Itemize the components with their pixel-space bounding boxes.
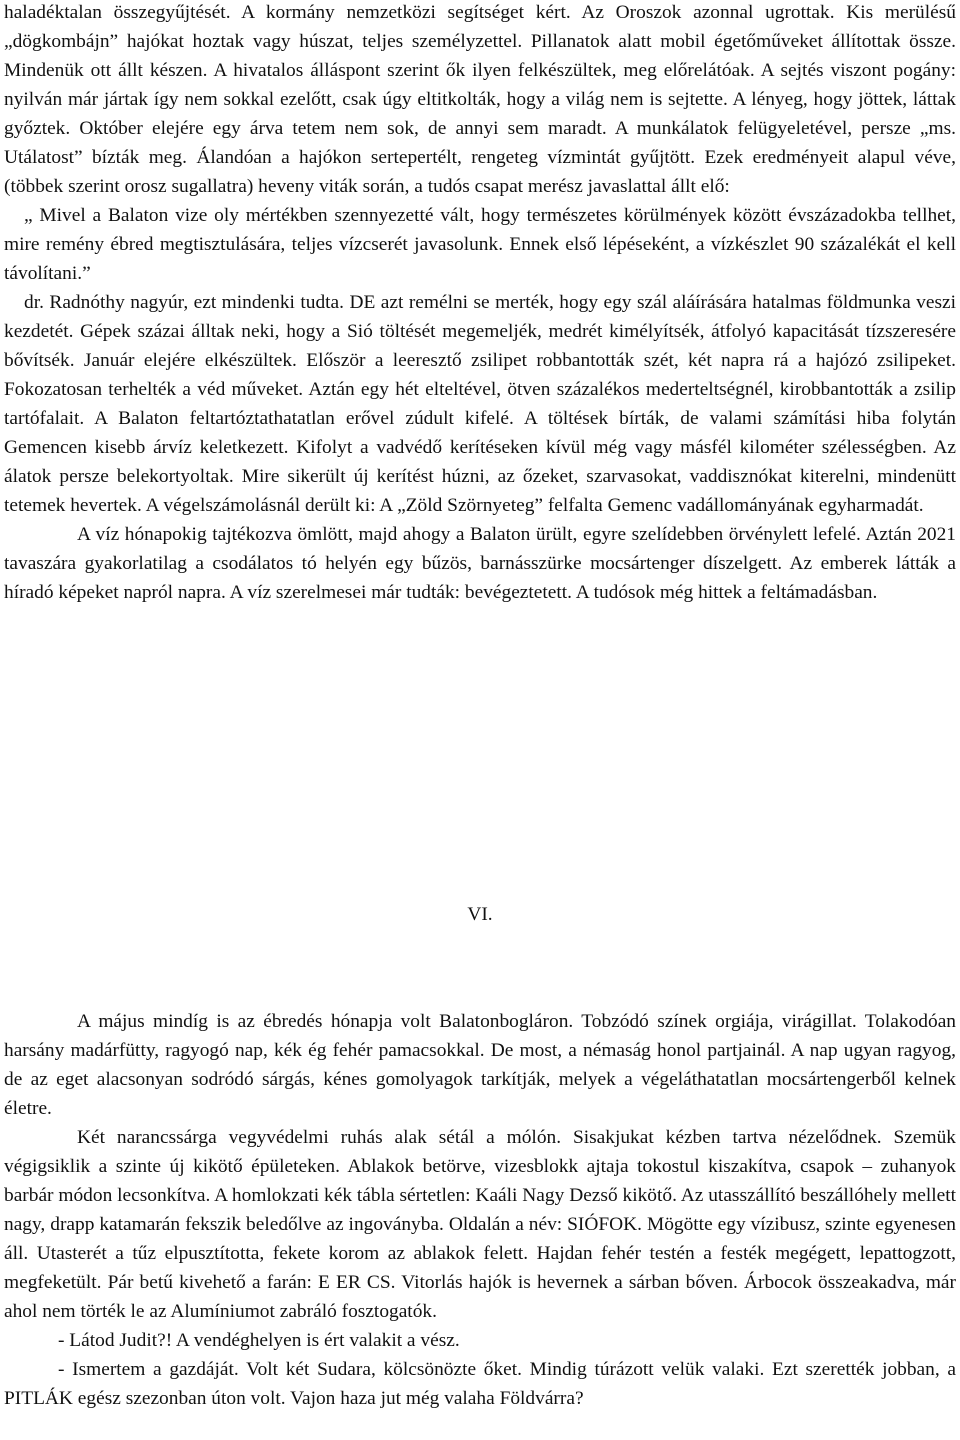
dialogue-line: - Látod Judit?! A vendéghelyen is ért valakit a vész. <box>58 1330 460 1351</box>
paragraph-quote: „ Mivel a Balaton vize oly mértékben szennyezetté vált, hogy természetes körülmények között évszázadokba tellhet, mire remény ébred megtisztulására, teljes vízcserét javasolunk. Ennek első lépéseként, a vízkészlet 90 százalékát el kell távolítani.” <box>4 205 956 284</box>
dialogue-line: - Ismertem a gazdáját. Volt két Sudara, kölcsönözte őket. Mindig túrázott velük valaki. Ezt szerették jobban, a PITLÁK egész szezonban úton volt. Vajon haza jut még valaha Földvárra? <box>4 1359 956 1409</box>
paragraph: A május mindíg is az ébredés hónapja volt Balatonbogláron. Tobzódó színek orgiája, virágillat. Tolakodóan harsány madárfütty, ragyogó nap, kék ég fehér pamacsokkal. De most, a némaság honol partjainál. A nap ugyan ragyog, de az eget alacsonyan sodródó sárgás, kénes gomolyagok tarkítják, melyek a végeláthatatlan mocsártengerből kelnek életre. <box>4 1011 956 1119</box>
paragraph: Két narancssárga vegyvédelmi ruhás alak sétál a mólón. Sisakjukat kézben tartva nézelődnek. Szemük végigsiklik a szinte új kikötő épületeken. Ablakok betörve, vizesblokk ajtaja tokostul kiszakítva, csapok – zuhanyok barbár módon lecsonkítva. A homlokzati kék tábla sértetlen: Kaáli Nagy Dezső kikötő. Az utasszállító beszállóhely mellett nagy, drapp katamarán fekszik beledőlve az ingoványba. Oldalán a név: SIÓFOK. Mögötte egy vízibusz, szinte egyenesen áll. Utasterét a tűz elpusztította, fekete korom az ablakok felett. Hajdan fehér testén a festék megégett, lepattogzott, megfeketült. Pár betű kivehető a farán: E ER CS. Vitorlás hajók is hevernek a sárban bőven. Árbocok összeakadva, már ahol nem törték le az Alumíniumot zabráló fosztogatók. <box>4 1127 956 1322</box>
chapter-heading: VI. <box>467 904 493 925</box>
section-two <box>4 1007 956 1413</box>
paragraph: dr. Radnóthy nagyúr, ezt mindenki tudta. DE azt remélni se merték, hogy egy szál aláírására hatalmas földmunka veszi kezdetét. Gépek százai álltak neki, hogy a Sió töltését megemeljék, medrét kimélyítsék, átfolyó kapacitását tízszeresére bővítsék. Január elejére elkészültek. Először a leeresztő zsilipet robbantották szét, két napra rá a hajózó zsilipeket. Fokozatosan terhelték a véd műveket. Aztán egy hét elteltével, ötven százalékos mederteltségnél, kirobbantották a zsilip tartófalait. A Balaton feltartóztathatatlan erővel zúdult kifelé. A töltések bírták, de valami számítási hiba folytán Gemencen kisebb árvíz keletkezett. Kifolyt a vadvédő kerítéseken kívül még vagy másfél kilométer szélességben. Az álatok persze belekortyoltak. Mire sikerült új kerítést húzni, az őzeket, szarvasokat, vaddisznókat kiterelni, mindenütt tetemek hevertek. A végelszámolásnál derült ki: A „Zöld Szörnyeteg” felfalta Gemenc vadállományának egyharmadát. <box>4 292 956 516</box>
section-one <box>4 0 956 607</box>
paragraph: haladéktalan összegyűjtését. A kormány nemzetközi segítséget kért. Az Oroszok azonnal ugrottak. Kis merülésű „dögkombájn” hajókat hoztak vagy húszat, teljes személyzettel. Pillanatok alatt mobil égetőműveket állítottak össze. Mindenük ott állt készen. A hivatalos álláspont szerint ők ilyen felkészültek, meg előrelátóak. A sejtés viszont pogány: nyilván már jártak így nem sokkal ezelőtt, csak úgy eltitkolták, hogy a világ nem is sejtette. A lényeg, hogy jöttek, láttak győztek. Október elejére egy árva tetem nem sok, de annyi sem maradt. A munkálatok felügyeletével, persze „ms. Utálatost” bízták meg. Álandóan a hajókon sertepertélt, rengeteg vízmintát gyűjtött. Ezek eredményeit alapul véve, (többek szerint orosz sugallatra) heveny viták során, a tudós csapat merész javaslattal állt elő: <box>4 2 956 197</box>
paragraph: A víz hónapokig tajtékozva ömlött, majd ahogy a Balaton ürült, egyre szelídebben örvénylett lefelé. Aztán 2021 tavaszára gyakorlatilag a csodálatos tó helyén egy bűzös, barnásszürke mocsártenger díszelgett. Az emberek látták a híradó képeket napról napra. A víz szerelmesei már tudták: bevégeztetett. A tudósok még hittek a feltámadásban. <box>4 524 956 603</box>
